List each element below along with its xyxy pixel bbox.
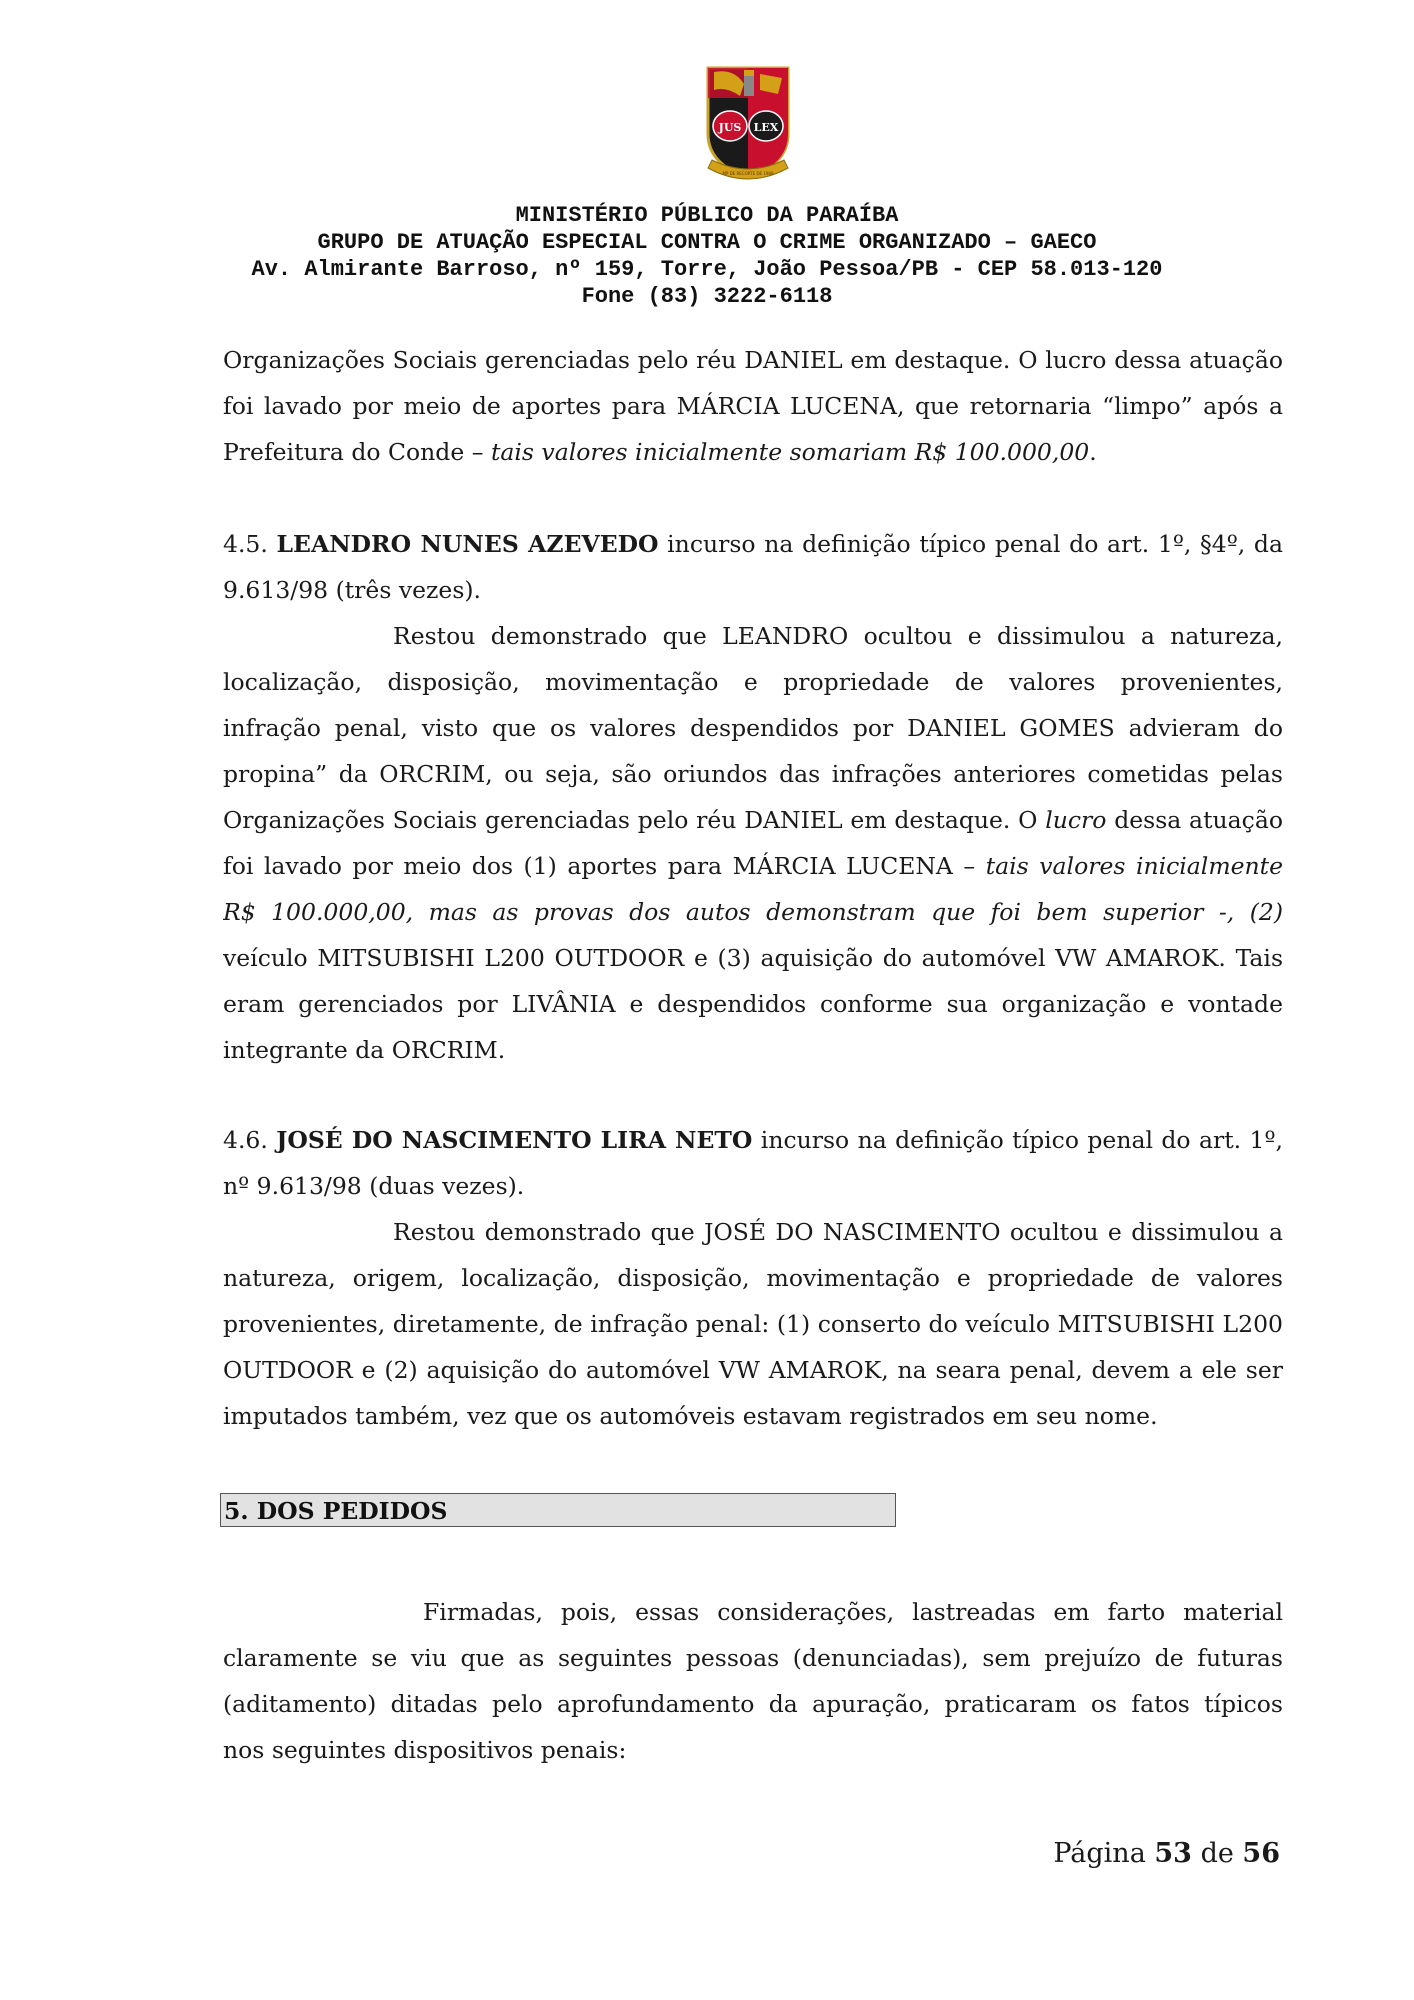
text-line: Organizações Sociais gerenciadas pelo réu DANIEL em destaque. O lucro dessa atuação — [223, 806, 1283, 834]
text-line: natureza, origem, localização, disposição, movimentação e propriedade de valores — [223, 1264, 1283, 1292]
text-line: localização, disposição, movimentação e propriedade de valores provenientes, — [223, 668, 1283, 696]
text-line: nos seguintes dispositivos penais: — [223, 1736, 627, 1764]
text-line: Organizações Sociais gerenciadas pelo réu DANIEL em destaque. O lucro dessa atuação — [223, 346, 1283, 374]
text-line: Firmadas, pois, essas considerações, lastreadas em farto material — [423, 1598, 1283, 1626]
text-line: infração penal, visto que os valores despendidos por DANIEL GOMES advieram do — [223, 714, 1283, 742]
defendant-name: JOSÉ DO NASCIMENTO LIRA NETO — [276, 1126, 753, 1154]
mppb-seal-logo — [704, 64, 792, 190]
letterhead-phone: Fone (83) 3222-6118 — [581, 284, 833, 309]
text-line: eram gerenciados por LIVÂNIA e despendidos conforme sua organização e vontade — [223, 990, 1283, 1018]
letterhead-address: Av. Almirante Barroso, nº 159, Torre, João Pessoa/PB - CEP 58.013-120 — [251, 257, 1163, 282]
text-line: claramente se viu que as seguintes pessoas (denunciadas), sem prejuízo de futuras — [223, 1644, 1283, 1672]
letterhead-institution: MINISTÉRIO PÚBLICO DA PARAÍBA — [515, 203, 899, 228]
text-line: (aditamento) ditadas pelo aprofundamento da apuração, praticaram os fatos típicos — [223, 1690, 1283, 1718]
svg-text:MP DE RECORTE DE 1988: MP DE RECORTE DE 1988 — [722, 171, 774, 176]
letterhead-group: GRUPO DE ATUAÇÃO ESPECIAL CONTRA O CRIME ORGANIZADO – GAECO — [317, 230, 1097, 255]
text-line: foi lavado por meio dos (1) aportes para MÁRCIA LUCENA – tais valores inicialmente — [223, 852, 1283, 880]
svg-text:LEX: LEX — [753, 121, 779, 134]
svg-text:JUS: JUS — [718, 121, 742, 134]
text-line: OUTDOOR e (2) aquisição do automóvel VW AMAROK, na seara penal, devem a ele ser — [223, 1356, 1283, 1384]
section-heading-line: 4.6. JOSÉ DO NASCIMENTO LIRA NETO incurso na definição típico penal do art. 1º, — [223, 1126, 1283, 1154]
text-line: veículo MITSUBISHI L200 OUTDOOR e (3) aquisição do automóvel VW AMAROK. Tais — [223, 944, 1283, 972]
text-line: integrante da ORCRIM. — [223, 1036, 506, 1064]
text-line: Restou demonstrado que LEANDRO ocultou e dissimulou a natureza, — [393, 622, 1283, 650]
text-line: Prefeitura do Conde – tais valores inicialmente somariam R$ 100.000,00. — [223, 438, 1097, 466]
section-heading-line: 4.5. LEANDRO NUNES AZEVEDO incurso na definição típico penal do art. 1º, §4º, da — [223, 530, 1283, 558]
page-number: Página 53 de 56 — [1053, 1838, 1280, 1869]
text-line: provenientes, diretamente, de infração penal: (1) conserto do veículo MITSUBISHI L200 — [223, 1310, 1283, 1338]
text-line: 9.613/98 (três vezes). — [223, 576, 482, 604]
intro-paragraph — [223, 337, 1283, 475]
section-5-paragraph — [223, 1589, 1283, 1773]
text-line: R$ 100.000,00, mas as provas dos autos demonstram que foi bem superior -, (2) — [223, 898, 1283, 926]
text-line: propina” da ORCRIM, ou seja, são oriundos das infrações anteriores cometidas pelas — [223, 760, 1283, 788]
text-line: nº 9.613/98 (duas vezes). — [223, 1172, 525, 1200]
section-4-6 — [223, 1117, 1283, 1439]
text-line: foi lavado por meio de aportes para MÁRCIA LUCENA, que retornaria “limpo” após a — [223, 392, 1283, 420]
section-4-5 — [223, 521, 1283, 1073]
section-5-title: 5. DOS PEDIDOS — [220, 1493, 896, 1527]
defendant-name: LEANDRO NUNES AZEVEDO — [276, 530, 659, 558]
text-line: Restou demonstrado que JOSÉ DO NASCIMENTO ocultou e dissimulou a — [393, 1218, 1283, 1246]
text-line: imputados também, vez que os automóveis estavam registrados em seu nome. — [223, 1402, 1158, 1430]
